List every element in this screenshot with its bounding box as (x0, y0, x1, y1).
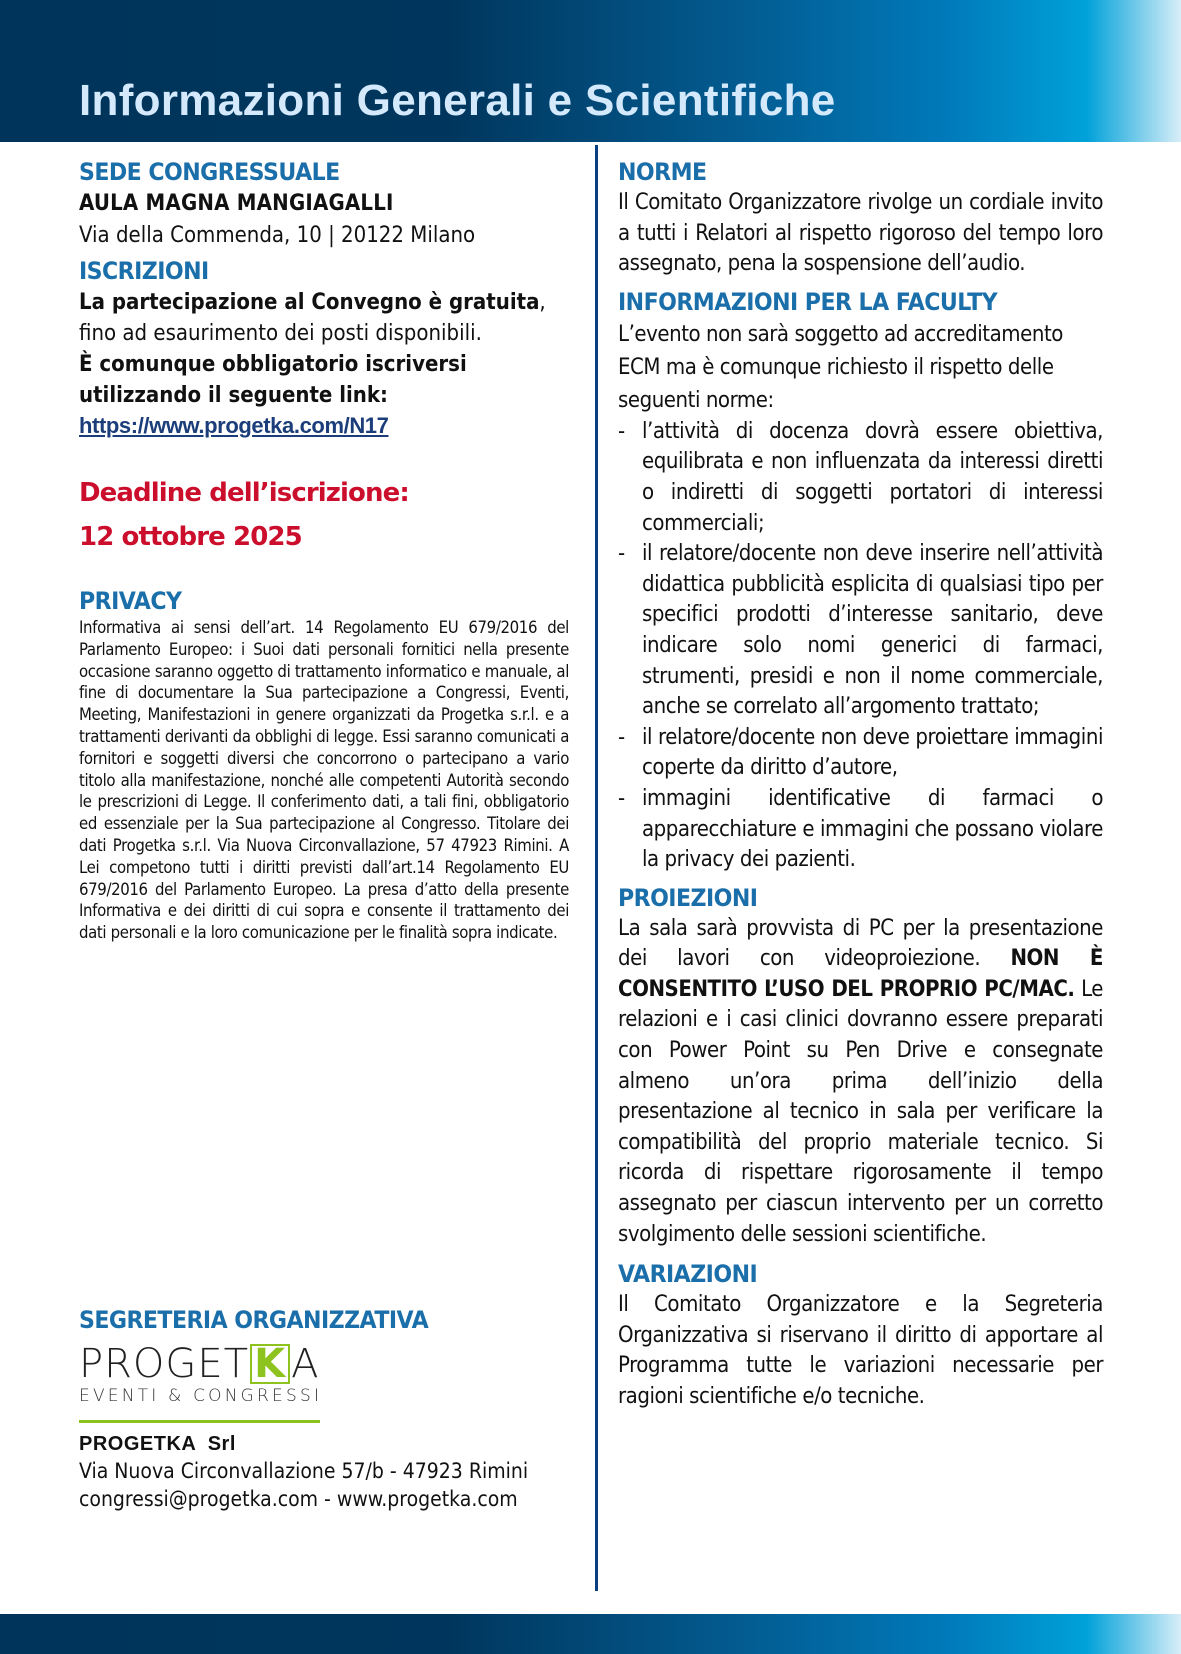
header-band (0, 0, 1181, 142)
deadline-date: 12 ottobre 2025 (79, 522, 302, 552)
section-variazioni (618, 1258, 1103, 1412)
left-column (79, 156, 569, 1511)
logo-k-box: K (250, 1344, 290, 1384)
registration-mandatory-notice: È comunque obbligatorio iscriversi utilizzando il seguente link: (79, 352, 467, 408)
registration-link[interactable]: https://www.progetka.com/N17 (79, 413, 389, 438)
proiezioni-text-intro: La sala sarà provvista di PC per la presentazione dei lavori con videoproiezione. (618, 915, 1103, 972)
faculty-rule: - il relatore/docente non deve inserire nell’attività didattica pubblicità esplicita di qualsiasi tipo per specifici prodotti d’interesse sanitario, deve indicare solo nomi generici di farmaci, strumenti, presidi e non il nome commerciale, anche se correlato all’argomento trattato; (618, 539, 1103, 723)
registration-availability: , fino ad esaurimento dei posti disponibili. (79, 290, 546, 346)
faculty-rule: - immagini identificative di farmaci o apparecchiature e immagini che possano violare la privacy dei pazienti. (618, 784, 1103, 876)
organizer-address: Via Nuova Circonvallazione 57/b - 47923 Rimini (79, 1459, 529, 1483)
section-proiezioni (618, 882, 1103, 1251)
section-title-faculty: INFORMAZIONI PER LA FACULTY (618, 287, 998, 316)
section-title-privacy: PRIVACY (79, 587, 182, 615)
footer-band (0, 1614, 1181, 1654)
deadline-label: Deadline dell’iscrizione: (79, 478, 409, 508)
column-divider (595, 145, 598, 1591)
logo-word-part: PROGET (79, 1341, 250, 1387)
venue-address: Via della Commenda, 10 | 20122 Milano (79, 223, 476, 248)
page-title: Informazioni Generali e Scientifiche (79, 76, 836, 125)
organizer-name: PROGETKA Srl (79, 1433, 236, 1455)
right-column (618, 156, 1103, 1413)
section-title-variazioni: VARIAZIONI (618, 1260, 758, 1289)
section-title-proiezioni: PROIEZIONI (618, 883, 758, 912)
variazioni-text: Il Comitato Organizzatore e la Segreteria Organizzativa si riservano il diritto di apportare al Programma tutte le variazioni necessarie per ragioni scientifiche e/o tecniche. (618, 1292, 1103, 1409)
organizer-contacts: congressi@progetka.com - www.progetka.com (79, 1487, 518, 1511)
proiezioni-text (618, 914, 1103, 1251)
section-deadline (79, 471, 569, 559)
logo-underline (79, 1420, 320, 1423)
norme-text: Il Comitato Organizzatore rivolge un cordiale invito a tutti i Relatori al rispetto rigoroso del tempo loro assegnato, pena la sospensione dell’audio. (618, 190, 1103, 277)
progetka-logo (79, 1342, 324, 1406)
registration-info (79, 287, 569, 349)
section-norme (618, 156, 1103, 280)
section-iscrizioni (79, 255, 569, 441)
proiezioni-text-details: Le relazioni e i casi clinici dovranno essere preparati con Power Point su Pen Drive e consegnate almeno un’ora prima dell’inizio della presentazione al tecnico in sala per verificare la compatibilità del proprio materiale tecnico. Si ricorda di rispettare rigorosamente il tempo assegnato per ciascun intervento per un corretto svolgimento delle sessioni scientifiche. (618, 976, 1103, 1247)
venue-name: AULA MAGNA MANGIAGALLI (79, 191, 394, 216)
logo-tagline: EVENTI & CONGRESSI (79, 1386, 323, 1406)
logo-wordmark (79, 1342, 319, 1386)
faculty-rule: - l’attività di docenza dovrà essere obiettiva, equilibrata e non influenzata da interessi diretti o indiretti di soggetti portatori di interessi commerciali; (618, 417, 1103, 539)
section-privacy (79, 585, 569, 944)
privacy-text: Informativa ai sensi dell’art. 14 Regolamento EU 679/2016 del Parlamento Europeo: i Suoi dati personali fornitici nella presente occasione saranno oggetto di trattamento informatico e manuale, al fine di documentare la Sua partecipazione a Congressi, Eventi, Meeting, Manifestazioni in genere organizzati da Progetka s.r.l. e a trattamenti derivanti da obblighi di legge. Essi saranno comunicati a fornitori e soggetti diversi che concorrono o partecipano a vario titolo alla manifestazione, nonché alle competenti Autorità secondo le prescrizioni di Legge. Il conferimento dati, a tali fini, obbligatorio ed essenziale per la Sua partecipazione al Congresso. Titolare dei dati Progetka s.r.l. Via Nuova Circonvallazione, 57 47923 Rimini. A Lei competono tutti i diritti previsti dall’art.14 Regolamento EU 679/2016 del Parlamento Europeo. La presa d’atto della presente Informativa e dei diritti di cui sopra e consente il trattamento dei dati personali e la loro comunicazione per le finalità sopra indicate. (79, 618, 569, 943)
faculty-rules-list (618, 417, 1103, 876)
section-title-sede: SEDE CONGRESSUALE (79, 158, 340, 186)
faculty-intro: L’evento non sarà soggetto ad accreditamento ECM ma è comunque richiesto il rispetto delle seguenti norme: (618, 321, 1063, 413)
section-title-iscrizioni: ISCRIZIONI (79, 257, 209, 285)
section-title-segreteria: SEGRETERIA ORGANIZZATIVA (79, 1306, 429, 1334)
section-segreteria (79, 1304, 569, 1513)
registration-free-notice: La partecipazione al Convegno è gratuita (79, 290, 540, 315)
faculty-rule: - il relatore/docente non deve proiettare immagini coperte da diritto d’autore, (618, 723, 1103, 784)
section-sede (79, 156, 569, 251)
proiezioni-warning: NON È CONSENTITO L’USO DEL PROPRIO PC/MAC. (618, 946, 1103, 1002)
section-faculty (618, 286, 1103, 876)
section-title-norme: NORME (618, 158, 707, 186)
logo-word-part: A (291, 1341, 320, 1387)
